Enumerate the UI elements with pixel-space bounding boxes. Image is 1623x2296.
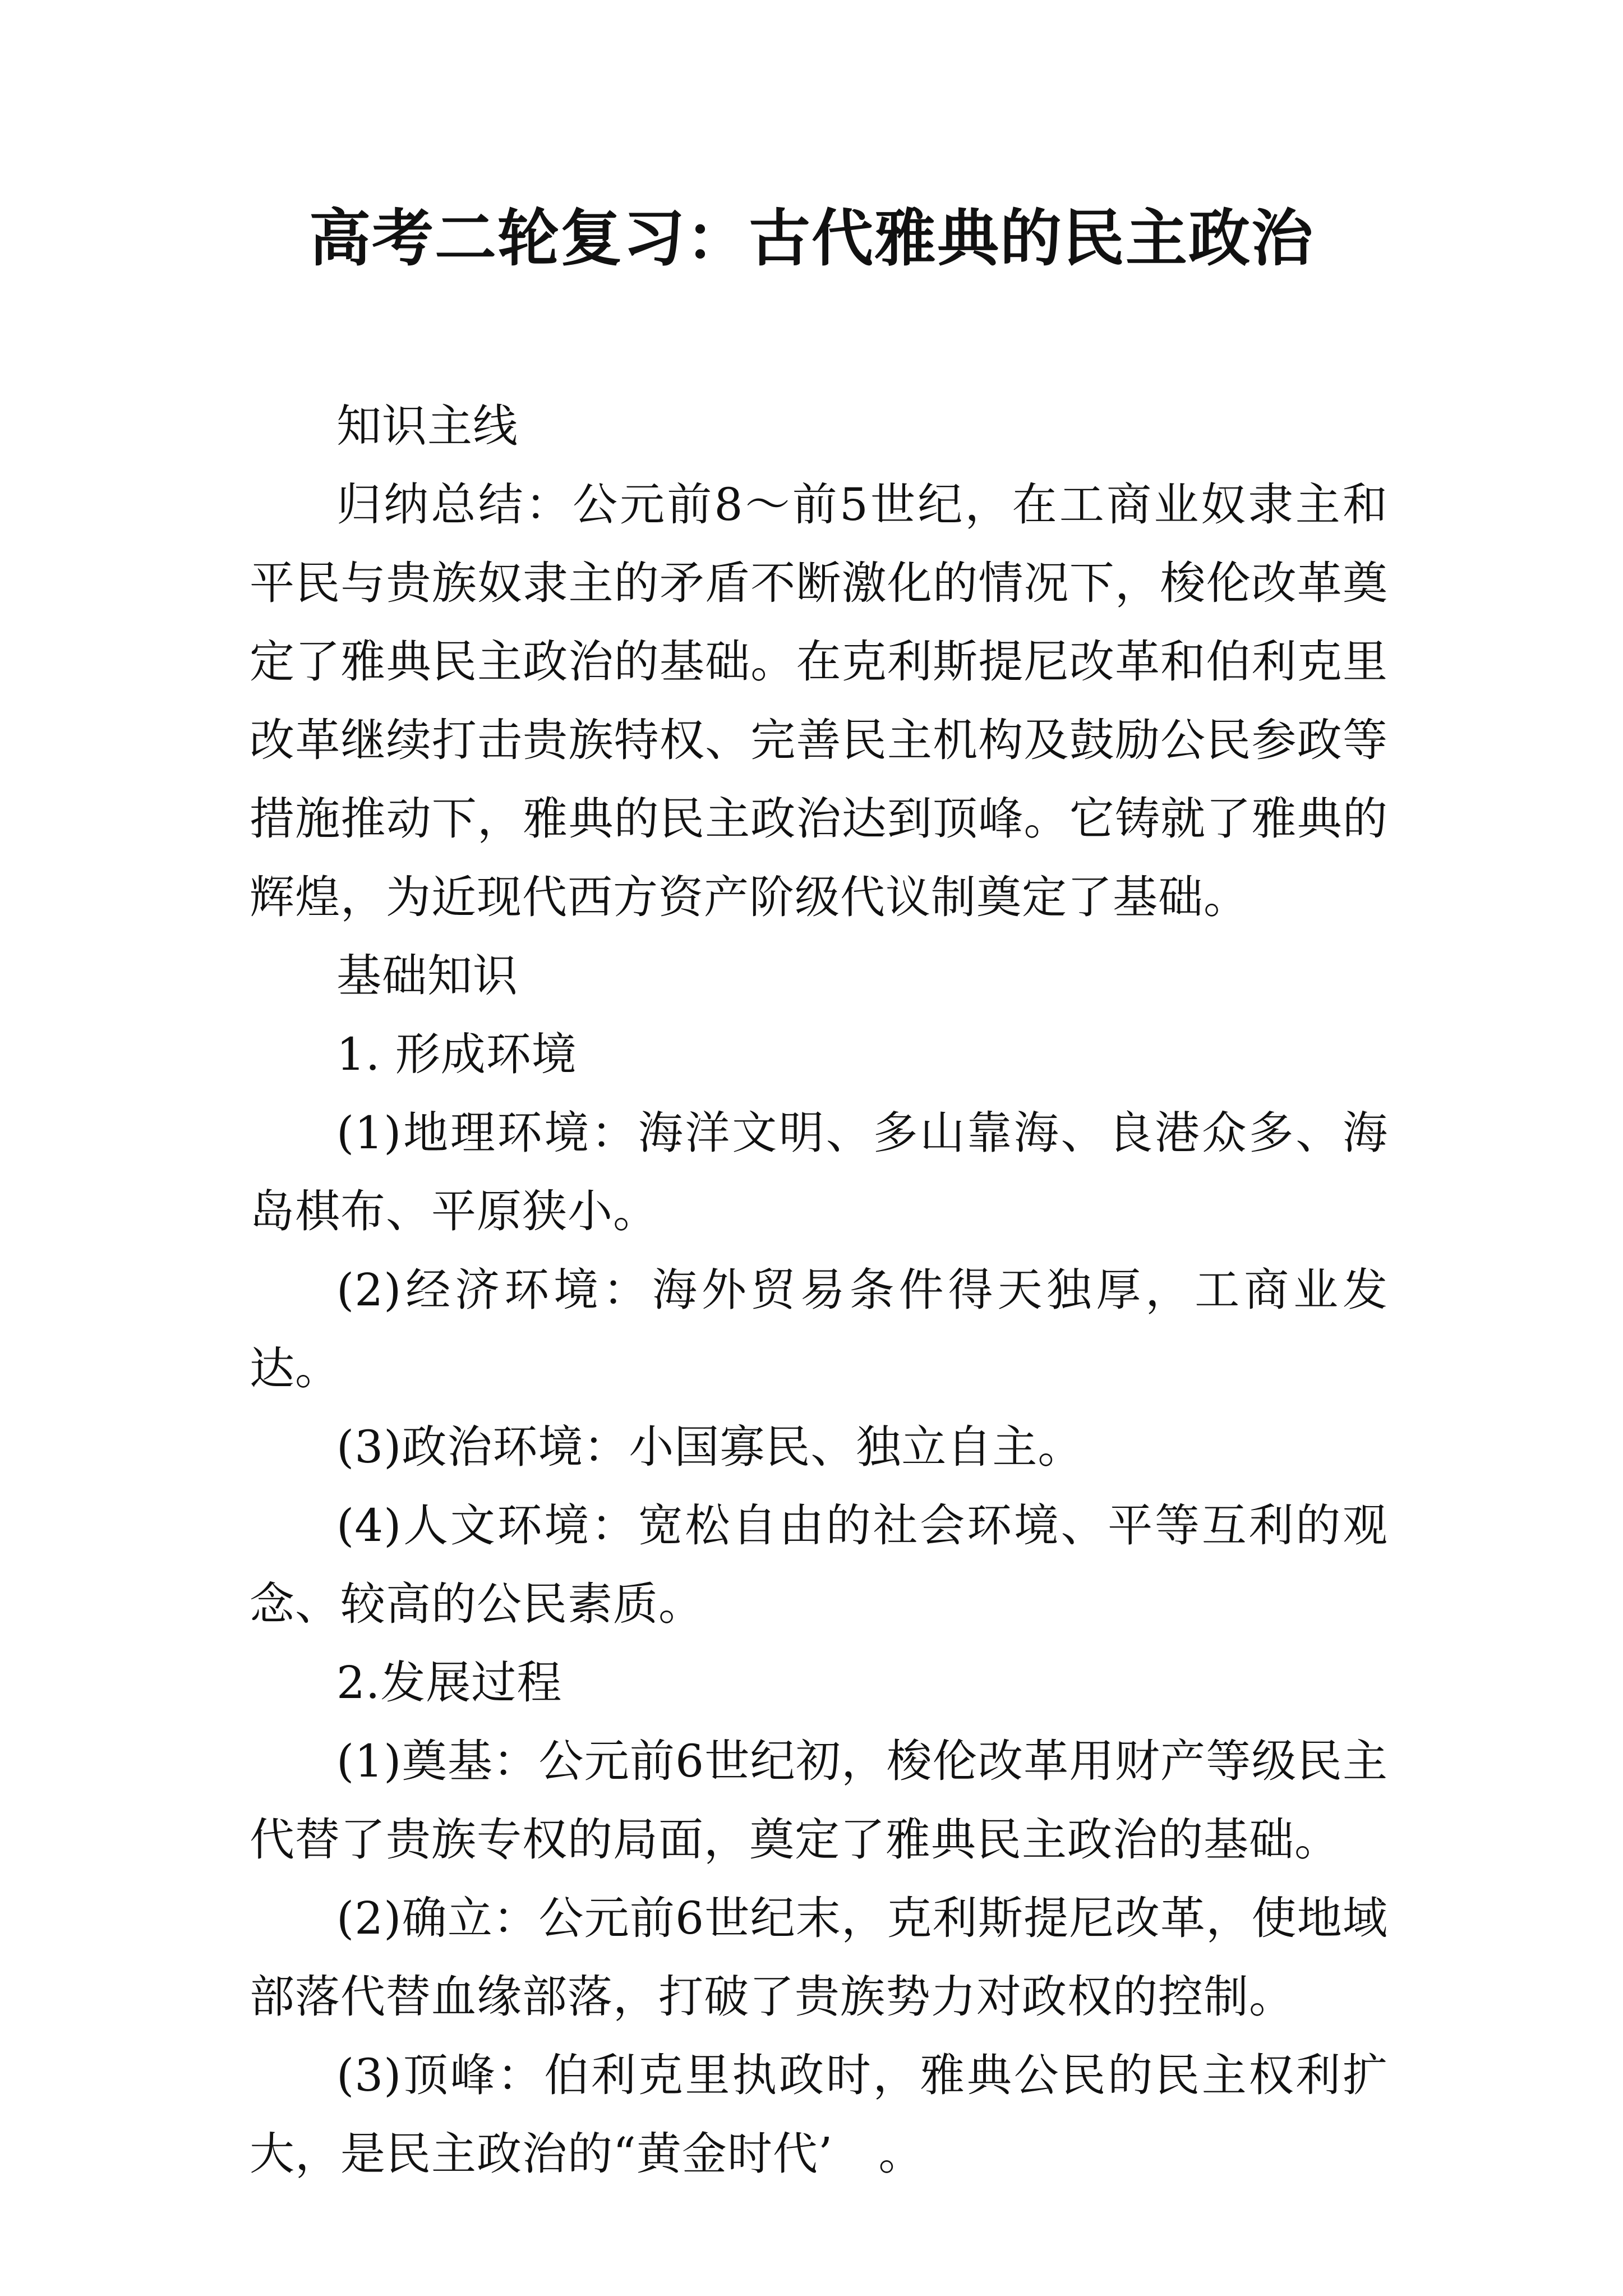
document-body xyxy=(250,387,1388,2193)
section-heading-knowledge-mainline: 知识主线 xyxy=(336,400,518,452)
establishment-paragraph: (2)确立：公元前6世纪末，克利斯提尼改革，使地域部落代替血缘部落，打破了贵族势力对政权的控制。 xyxy=(250,1892,1388,2023)
economic-environment-paragraph: (2)经济环境：海外贸易条件得天独厚，工商业发达。 xyxy=(250,1264,1388,1395)
peak-paragraph: (3)顶峰：伯利克里执政时，雅典公民的民主权利扩大，是民主政治的“黄金时代’ 。 xyxy=(250,2049,1388,2180)
geographic-environment-paragraph: (1)地理环境：海洋文明、多山靠海、良港众多、海岛棋布、平原狭小。 xyxy=(250,1107,1388,1237)
foundation-paragraph: (1)奠基：公元前6世纪初，梭伦改革用财产等级民主代替了贵族专权的局面，奠定了雅典民主政治的基础。 xyxy=(250,1735,1388,1866)
section-heading-basic-knowledge: 基础知识 xyxy=(336,950,518,1002)
cultural-environment-paragraph: (4)人文环境：宽松自由的社会环境、平等互利的观念、较高的公民素质。 xyxy=(250,1499,1388,1630)
subheading-development-process: 2.发展过程 xyxy=(336,1657,562,1709)
political-environment-paragraph: (3)政治环境：小国寡民、独立自主。 xyxy=(336,1421,1083,1473)
subheading-formation-environment: 1. 形成环境 xyxy=(336,1028,577,1080)
summary-paragraph: 归纳总结：公元前8～前5世纪，在工商业奴隶主和平民与贵族奴隶主的矛盾不断激化的情况下，梭伦改革奠定了雅典民主政治的基础。在克利斯提尼改革和伯利克里改革继续打击贵族特权、完善民主机构及鼓励公民参政等措施推动下，雅典的民主政治达到顶峰。它铸就了雅典的辉煌，为近现代西方资产阶级代议制奠定了基础。 xyxy=(250,478,1388,923)
document-title: 高考二轮复习：古代雅典的民主政治 xyxy=(309,202,1314,274)
